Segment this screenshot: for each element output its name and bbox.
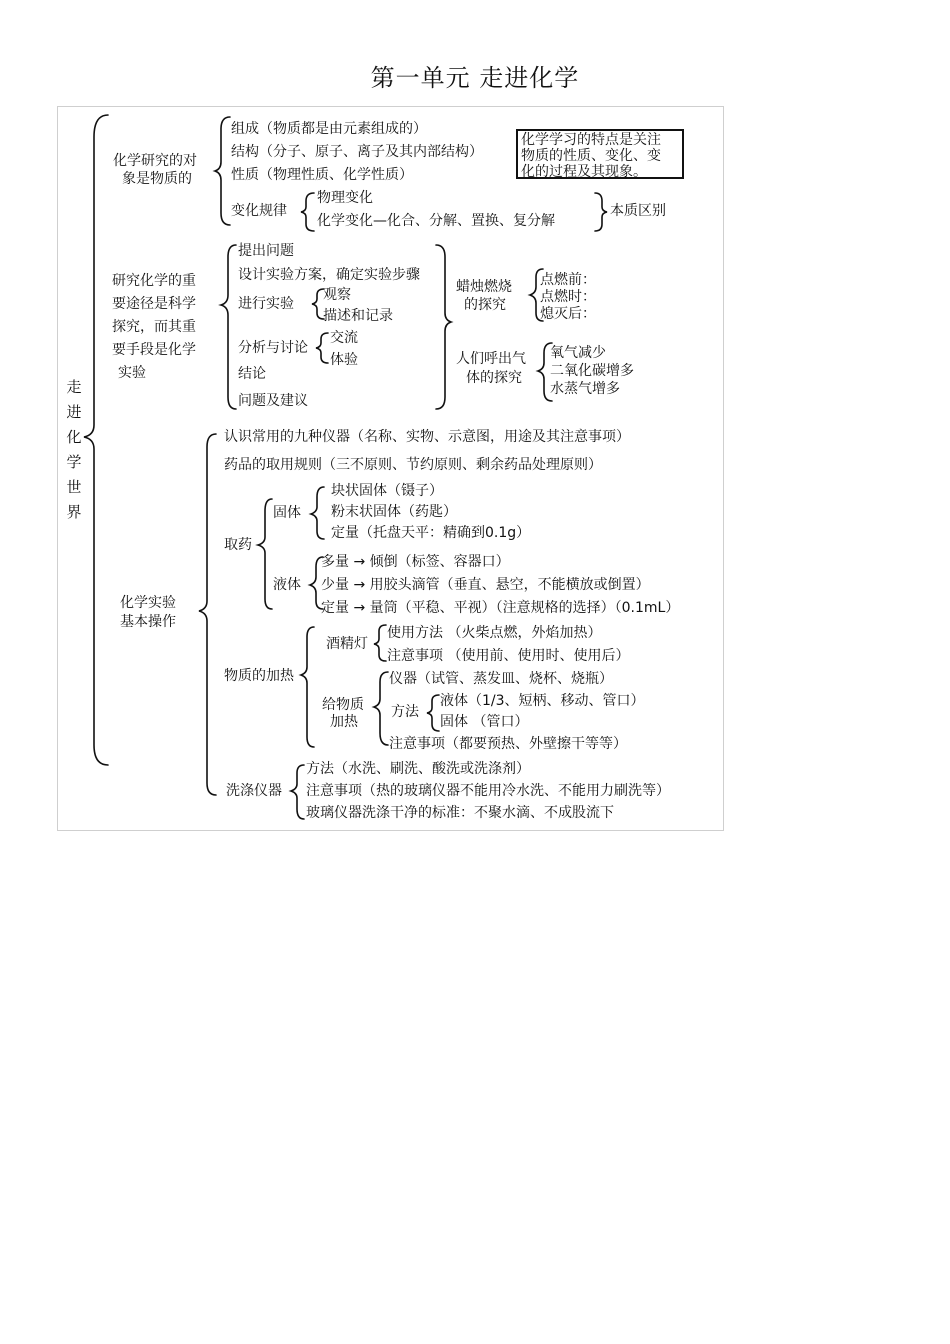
method-label: 方法: [391, 704, 419, 720]
root-char: 化: [66, 428, 82, 446]
method-item: 固体 （管口）: [440, 714, 529, 730]
wash-item: 玻璃仪器洗涤干净的标准：不聚水滴、不成股流下: [306, 805, 614, 821]
note-box: [516, 129, 684, 179]
brace-changes: [301, 193, 314, 231]
root-char: 进: [66, 403, 82, 421]
breath-label-line: 人们呼出气: [456, 351, 526, 367]
brace-analysis: [316, 333, 328, 363]
lamp-item: 使用方法 （火柴点燃，外焰加热）: [387, 625, 602, 641]
analysis-sub: 体验: [330, 352, 358, 368]
heat-sub-label-line: 加热: [330, 714, 358, 730]
heat-notes: 注意事项（都要预热、外壁擦干等等）: [389, 736, 627, 752]
inquiry-step-experiment: 进行实验: [238, 296, 294, 312]
change-item: 化学变化—化合、分解、置换、复分解: [317, 213, 555, 229]
rules-item: 药品的取用规则（三不原则、节约原则、剩余药品处理原则）: [224, 457, 602, 473]
change-label: 变化规律: [231, 203, 287, 219]
wash-label: 洗涤仪器: [226, 783, 282, 799]
operations-label-line: 基本操作: [120, 614, 176, 630]
brace-heat: [301, 627, 314, 747]
lamp-label: 酒精灯: [326, 636, 368, 652]
breath-item: 氧气减少: [550, 345, 606, 361]
heat-sub-label-line: 给物质: [322, 697, 364, 713]
objects-label-line: 象是物质的: [122, 171, 192, 187]
brace-objects: [215, 117, 230, 225]
inquiry-step: 设计实验方案，确定实验步骤: [238, 267, 420, 283]
inquiry-step-questions: 问题及建议: [238, 393, 308, 409]
inquiry-label-line: 研究化学的重: [112, 273, 196, 289]
take-label: 取药: [224, 537, 252, 553]
note-line: 化学学习的特点是关注: [521, 132, 661, 148]
note-line: 化的过程及其现象。: [521, 164, 647, 180]
liquid-item: 多量 → 倾倒（标签、容器口）: [321, 554, 510, 570]
heat-label: 物质的加热: [224, 668, 294, 684]
objects-item: 结构（分子、原子、离子及其内部结构）: [231, 144, 483, 160]
instruments-item: 认识常用的九种仪器（名称、实物、示意图，用途及其注意事项）: [224, 429, 630, 445]
solid-item: 定量（托盘天平：精确到0.1g）: [331, 525, 531, 541]
essence-label: 本质区别: [610, 203, 666, 219]
root-char: 走: [66, 378, 82, 396]
brace-inquiry: [221, 245, 236, 409]
wash-item: 注意事项（热的玻璃仪器不能用冷水洗、不能用力刷洗等）: [306, 783, 670, 799]
liquid-item: 少量 → 用胶头滴管（垂直、悬空，不能横放或倒置）: [321, 577, 650, 593]
brace-solid: [311, 487, 324, 539]
objects-item: 性质（物理性质、化学性质）: [231, 167, 413, 183]
brace-inquiry-close: [436, 245, 451, 409]
operations-label-line: 化学实验: [120, 595, 176, 611]
page-title: 第一单元 走进化学: [370, 64, 580, 92]
brace-take: [258, 499, 272, 609]
objects-item: 组成（物质都是由元素组成的）: [231, 121, 427, 137]
solid-label: 固体: [273, 505, 301, 521]
root-char: 界: [66, 503, 82, 521]
root-char: 世: [66, 478, 82, 496]
inquiry-label-line: 探究，而其重: [112, 319, 196, 335]
liquid-label: 液体: [273, 577, 301, 593]
breath-item: 水蒸气增多: [550, 381, 620, 397]
heat-instruments: 仪器（试管、蒸发皿、烧杯、烧瓶）: [389, 671, 613, 687]
brace-wash: [291, 765, 304, 819]
breath-label-line: 体的探究: [466, 370, 522, 386]
brace-heat-sub: [374, 672, 388, 745]
concept-map: [57, 106, 724, 831]
inquiry-label-line: 要手段是化学: [112, 342, 196, 358]
brace-root: [84, 115, 108, 765]
candle-label-line: 的探究: [464, 297, 506, 313]
objects-label-line: 化学研究的对: [113, 153, 197, 169]
inquiry-label-line: 要途径是科学: [112, 296, 196, 312]
inquiry-step-conclusion: 结论: [238, 366, 266, 382]
change-item: 物理变化: [317, 190, 373, 206]
inquiry-label-line: 实验: [118, 365, 146, 381]
candle-item: 熄灭后：: [540, 306, 596, 322]
brace-lamp: [374, 625, 386, 661]
experiment-sub: 描述和记录: [323, 308, 393, 324]
liquid-item: 定量 → 量筒（平稳、平视）（注意规格的选择）（0.1mL）: [321, 600, 680, 616]
brace-essence: [595, 193, 607, 231]
inquiry-step-analysis: 分析与讨论: [238, 340, 308, 356]
wash-item: 方法（水洗、刷洗、酸洗或洗涤剂）: [306, 761, 530, 777]
root-title: [65, 375, 83, 525]
lamp-item: 注意事项 （使用前、使用时、使用后）: [387, 648, 630, 664]
candle-label-line: 蜡烛燃烧: [456, 279, 512, 295]
analysis-sub: 交流: [330, 330, 358, 346]
candle-item: 点燃前：: [540, 272, 596, 288]
experiment-sub: 观察: [323, 287, 351, 303]
solid-item: 粉末状固体（药匙）: [331, 504, 457, 520]
solid-item: 块状固体（镊子）: [331, 483, 443, 499]
note-line: 物质的性质、变化、变: [521, 148, 661, 164]
brace-method: [427, 695, 439, 731]
method-item: 液体（1/3、短柄、移动、管口）: [440, 693, 645, 709]
inquiry-step: 提出问题: [238, 243, 294, 259]
brace-operations: [199, 434, 216, 795]
root-char: 学: [66, 453, 82, 471]
candle-item: 点燃时：: [540, 289, 596, 305]
breath-item: 二氧化碳增多: [550, 363, 634, 379]
